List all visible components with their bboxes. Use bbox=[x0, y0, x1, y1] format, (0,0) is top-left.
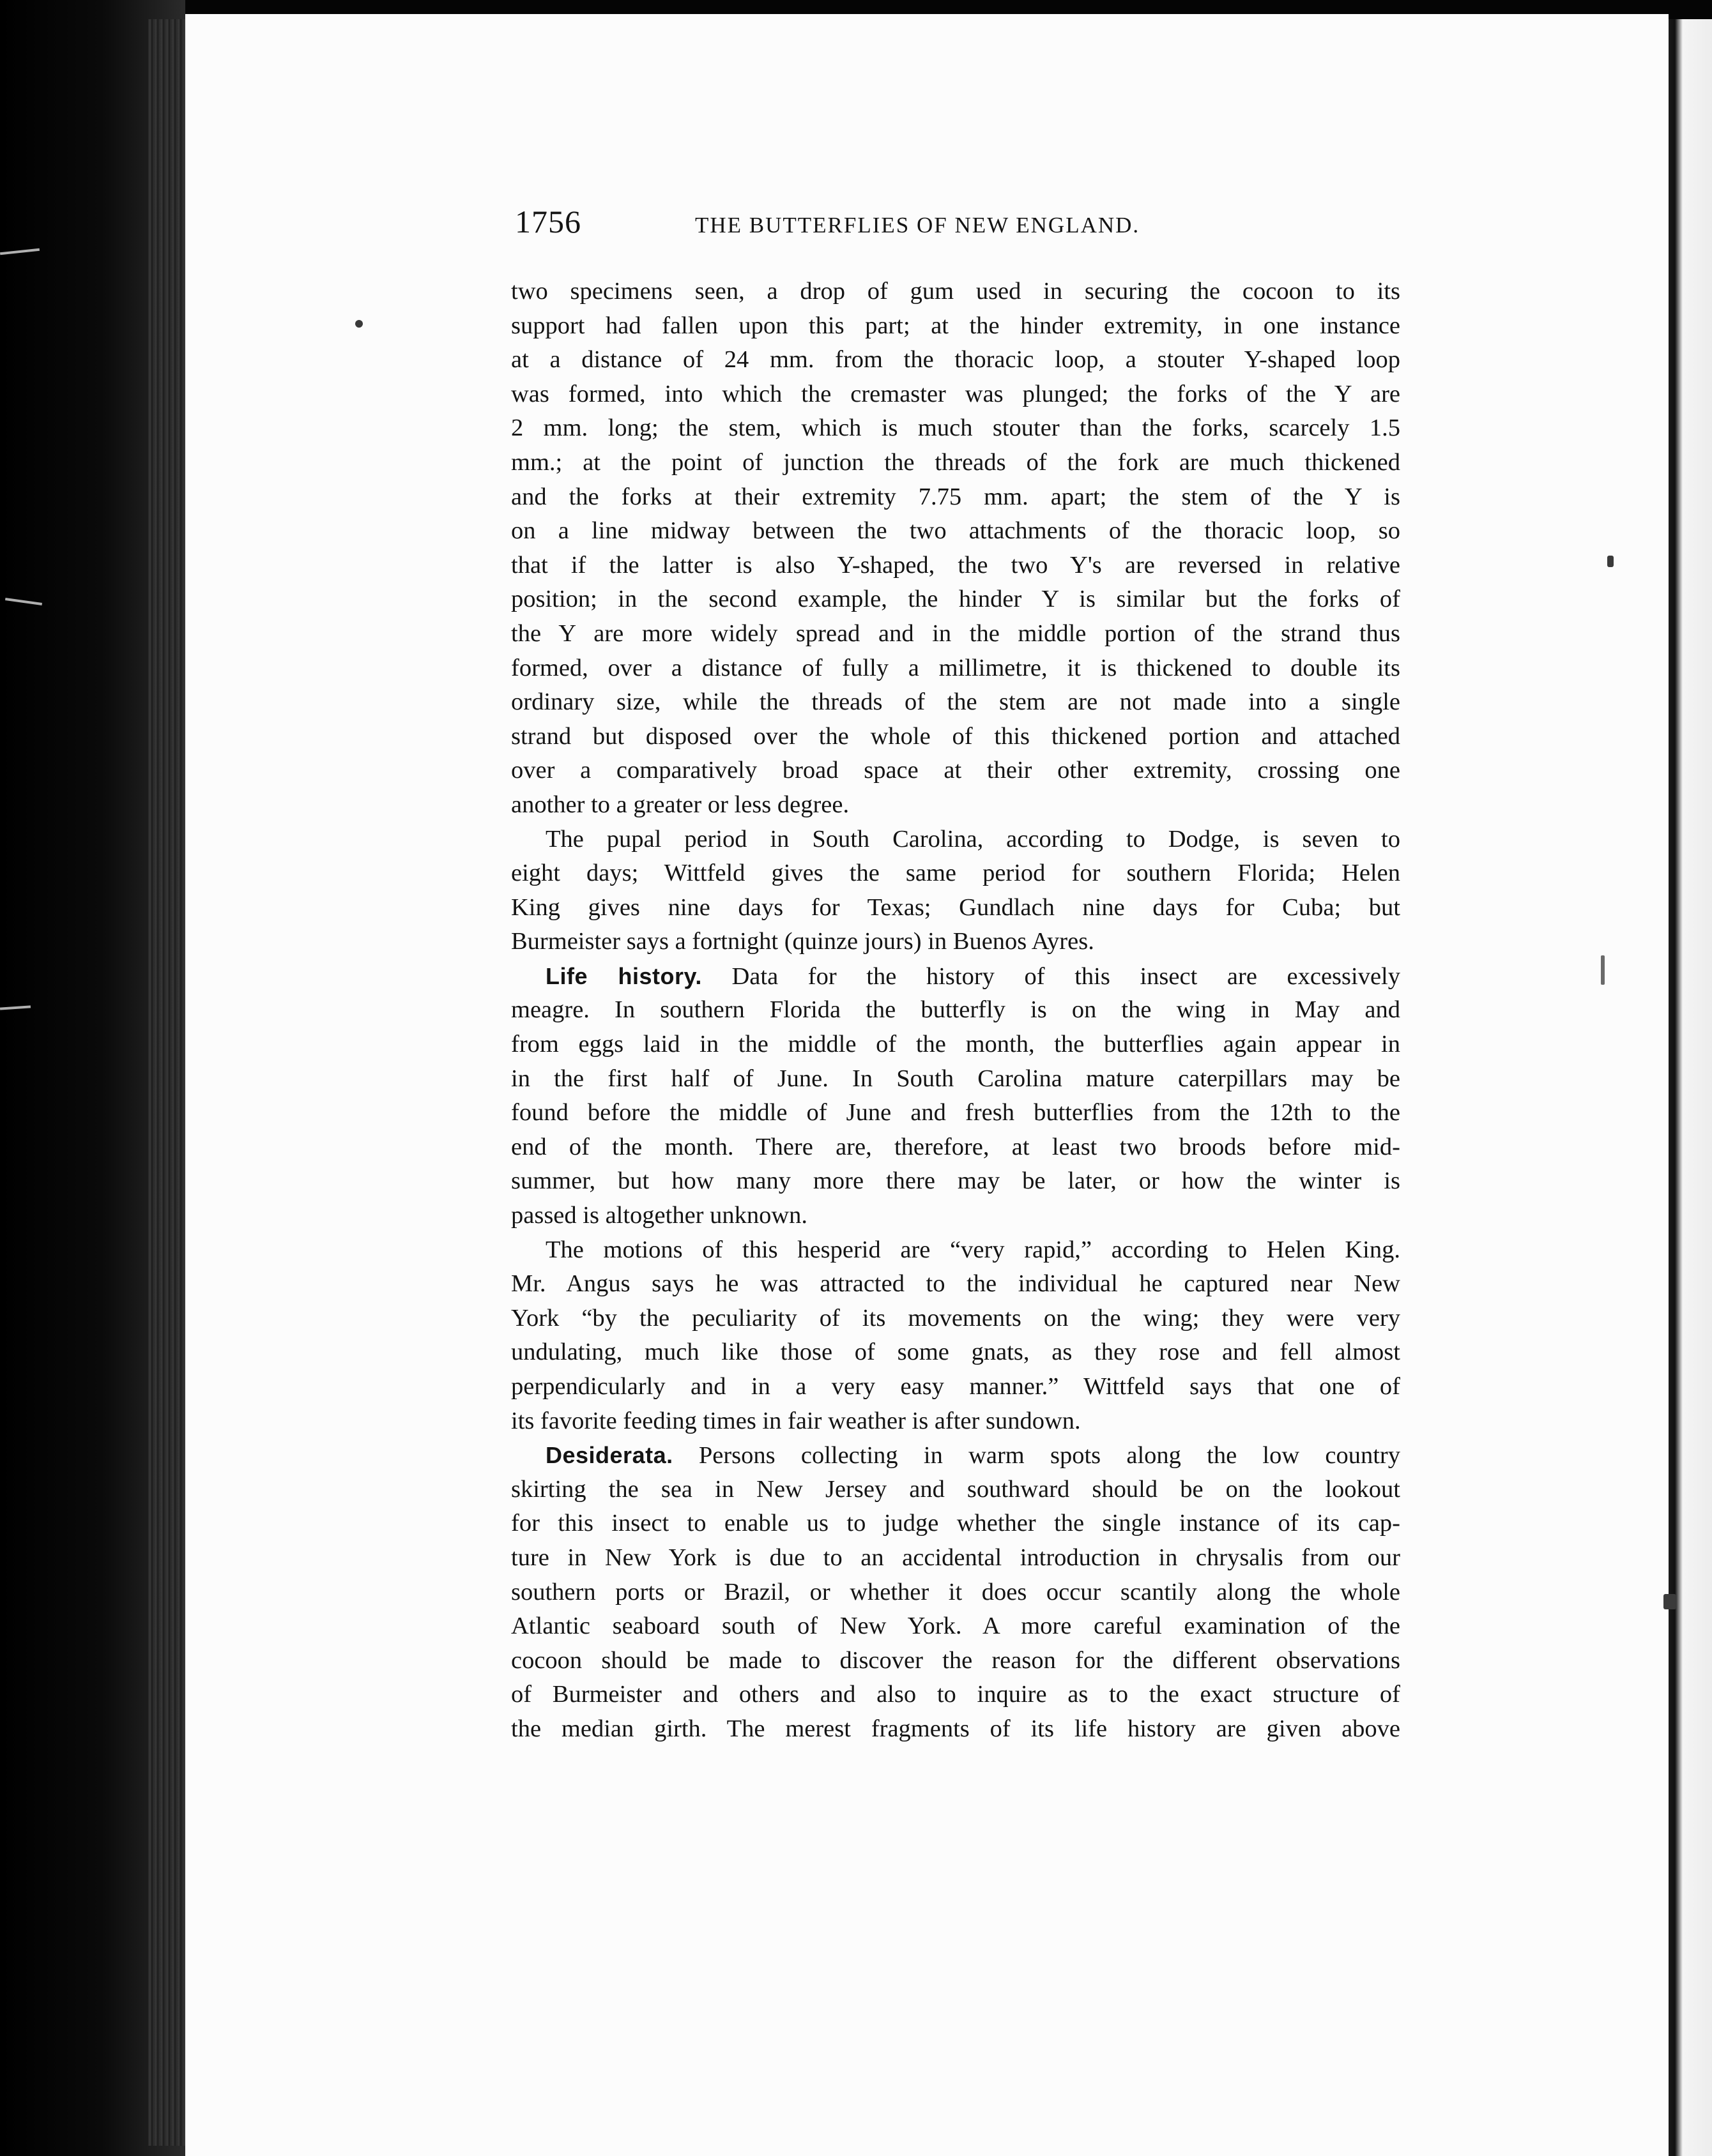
text-line: strand but disposed over the whole of this thickened portion and attached bbox=[511, 722, 1400, 750]
paragraph bbox=[511, 275, 1400, 823]
page-stack-edge bbox=[148, 19, 185, 2146]
text-line: its favorite feeding times in fair weather is after sundown. bbox=[511, 1407, 1081, 1434]
text-line: in the first half of June. In South Carolina mature caterpillars may be bbox=[511, 1065, 1400, 1092]
next-page-edge bbox=[1669, 19, 1712, 2156]
text-line: on a line midway between the two attachments of the thoracic loop, so bbox=[511, 517, 1400, 545]
text-line: Atlantic seaboard south of New York. A more careful examination of the bbox=[511, 1613, 1400, 1640]
text-line: York “by the peculiarity of its movements on the wing; they were very bbox=[511, 1304, 1400, 1332]
page-number: 1756 bbox=[515, 204, 581, 239]
ink-speck bbox=[1663, 1594, 1676, 1609]
text-run: Data for the history of this insect are excessively bbox=[731, 962, 1400, 990]
text-line: perpendicularly and in a very easy manner.” Wittfeld says that one of bbox=[511, 1373, 1400, 1400]
text-line: cocoon should be made to discover the reason for the different observations bbox=[511, 1646, 1400, 1674]
text-line bbox=[511, 1438, 1400, 1473]
text-line: meagre. In southern Florida the butterfly is on the wing in May and bbox=[511, 996, 1400, 1024]
text-line: passed is altogether unknown. bbox=[511, 1202, 808, 1229]
text-line: The motions of this hesperid are “very rapid,” according to Helen King. bbox=[546, 1236, 1400, 1263]
text-line: and the forks at their extremity 7.75 mm. apart; the stem of the Y is bbox=[511, 483, 1400, 510]
paragraph bbox=[511, 1233, 1400, 1439]
text-line: The pupal period in South Carolina, according to Dodge, is seven to bbox=[546, 825, 1400, 853]
text-line: at a distance of 24 mm. from the thoracic loop, a stouter Y-shaped loop bbox=[511, 346, 1400, 374]
text-line: over a comparatively broad space at their other extremity, crossing one bbox=[511, 757, 1400, 784]
text-line bbox=[511, 959, 1400, 994]
text-line: two specimens seen, a drop of gum used in securing the cocoon to its bbox=[511, 278, 1400, 305]
text-line: end of the month. There are, therefore, at least two broods before mid- bbox=[511, 1133, 1400, 1160]
text-run: Persons collecting in warm spots along the low country bbox=[698, 1442, 1400, 1469]
text-line: mm.; at the point of junction the threads of the fork are much thickened bbox=[511, 448, 1400, 476]
ink-speck bbox=[1601, 955, 1605, 985]
text-line: 2 mm. long; the stem, which is much stouter than the forks, scarcely 1.5 bbox=[511, 414, 1400, 442]
section-heading-life-history: Life history. bbox=[546, 962, 702, 989]
text-line: undulating, much like those of some gnats, as they rose and fell almost bbox=[511, 1339, 1400, 1366]
text-line: support had fallen upon this part; at the hinder extremity, in one instance bbox=[511, 312, 1400, 339]
text-line: southern ports or Brazil, or whether it does occur scantily along the whole bbox=[511, 1578, 1400, 1606]
text-line: position; in the second example, the hinder Y is similar but the forks of bbox=[511, 586, 1400, 613]
text-line: the median girth. The merest fragments of its life history are given above bbox=[511, 1715, 1400, 1742]
text-line: ture in New York is due to an accidental introduction in chrysalis from our bbox=[511, 1544, 1400, 1571]
text-line: Mr. Angus says he was attracted to the individual he captured near New bbox=[511, 1270, 1400, 1298]
text-line: found before the middle of June and fresh butterflies from the 12th to the bbox=[511, 1099, 1400, 1127]
text-line: Burmeister says a fortnight (quinze jours) in Buenos Ayres. bbox=[511, 928, 1094, 955]
body-text bbox=[511, 275, 1400, 1747]
text-line: that if the latter is also Y-shaped, the two Y's are reversed in relative bbox=[511, 551, 1400, 579]
text-line: ordinary size, while the threads of the stem are not made into a single bbox=[511, 688, 1400, 716]
text-line: from eggs laid in the middle of the month, the butterflies again appear in bbox=[511, 1031, 1400, 1058]
text-line: of Burmeister and others and also to inquire as to the exact structure of bbox=[511, 1681, 1400, 1708]
text-line: another to a greater or less degree. bbox=[511, 791, 850, 818]
paragraph-desiderata bbox=[511, 1438, 1400, 1746]
text-line: was formed, into which the cremaster was plunged; the forks of the Y are bbox=[511, 380, 1400, 407]
text-line: for this insect to enable us to judge whether the single instance of its cap- bbox=[511, 1510, 1400, 1537]
ink-speck bbox=[1607, 556, 1614, 567]
text-line: King gives nine days for Texas; Gundlach nine days for Cuba; but bbox=[511, 893, 1400, 921]
text-line: formed, over a distance of fully a millimetre, it is thickened to double its bbox=[511, 654, 1400, 681]
section-heading-desiderata: Desiderata. bbox=[546, 1442, 673, 1469]
paragraph bbox=[511, 823, 1400, 959]
text-line: the Y are more widely spread and in the middle portion of the strand thus bbox=[511, 619, 1400, 647]
text-line: skirting the sea in New Jersey and southward should be on the lookout bbox=[511, 1475, 1400, 1503]
ink-speck bbox=[355, 320, 363, 328]
text-line: summer, but how many more there may be later, or how the winter is bbox=[511, 1167, 1400, 1195]
paragraph-life-history bbox=[511, 959, 1400, 1233]
text-line: eight days; Wittfeld gives the same period for southern Florida; Helen bbox=[511, 860, 1400, 887]
running-head bbox=[515, 203, 1239, 248]
running-title: THE BUTTERFLIES OF NEW ENGLAND. bbox=[695, 213, 1140, 238]
